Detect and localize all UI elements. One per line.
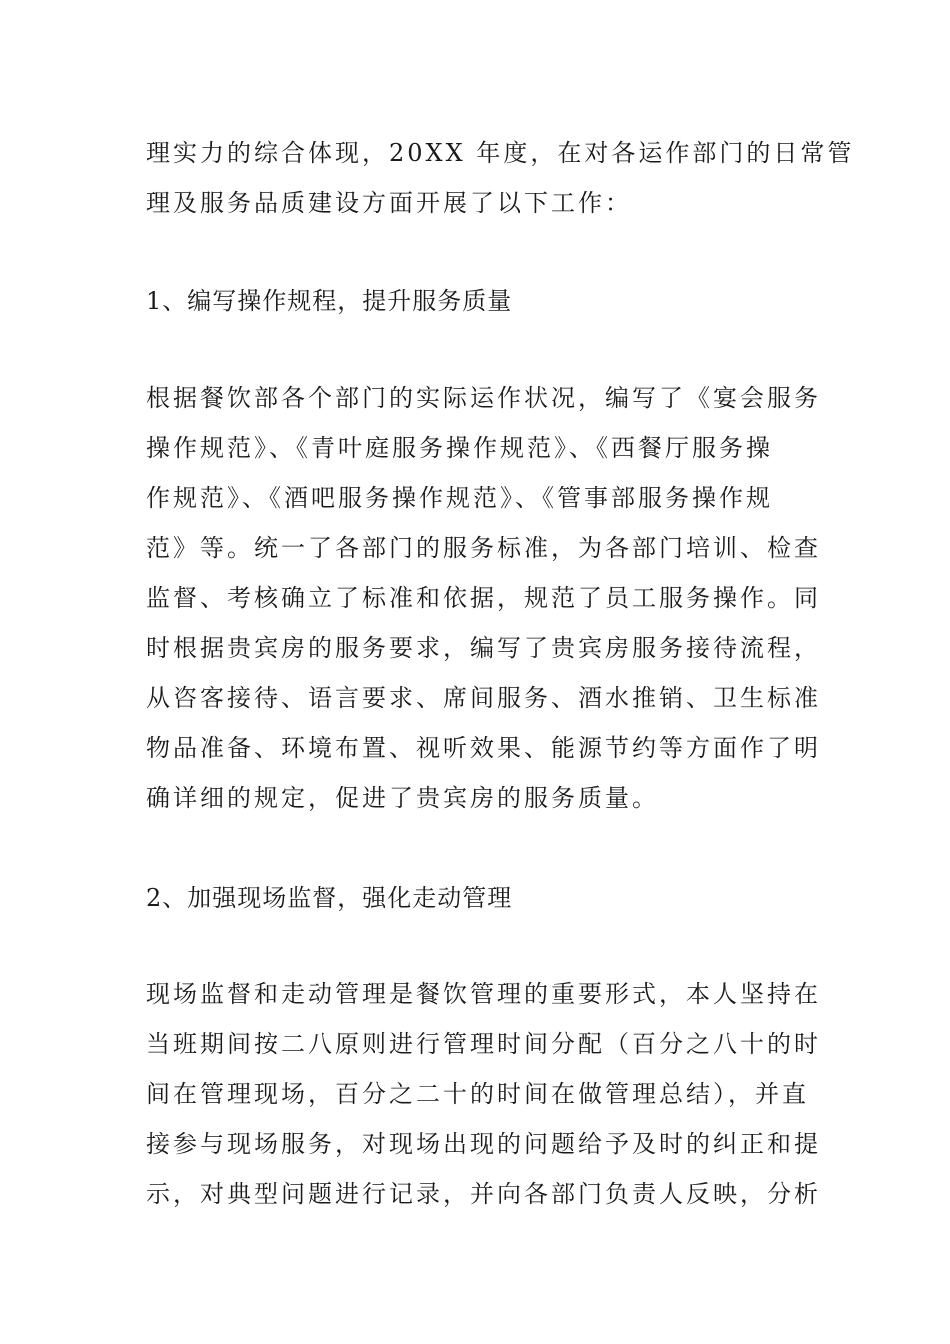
paragraph-line: 确详细的规定，促进了贵宾房的服务质量。 — [146, 784, 659, 812]
paragraph-line: 范》等。统一了各部门的服务标准，为各部门培训、检查 — [146, 534, 821, 562]
paragraph-line: 根据餐饮部各个部门的实际运作状况，编写了《宴会服务 — [146, 384, 821, 412]
paragraph-line: 从咨客接待、语言要求、席间服务、酒水推销、卫生标准 — [146, 684, 821, 712]
paragraph-line: 作规范》、《酒吧服务操作规范》、《管事部服务操作规 — [146, 484, 773, 512]
paragraph-line: 理实力的综合体现，20XX 年度，在对各运作部门的日常管 — [146, 139, 855, 167]
paragraph-line: 理及服务品质建设方面开展了以下工作： — [146, 189, 632, 217]
paragraph-section-1 — [146, 373, 821, 823]
paragraph-line: 现场监督和走动管理是餐饮管理的重要形式，本人坚持在 — [146, 980, 821, 1008]
paragraph-line: 当班期间按二八原则进行管理时间分配（百分之八十的时 — [146, 1030, 821, 1058]
paragraph-section-2 — [146, 969, 821, 1219]
paragraph-line: 物品准备、环境布置、视听效果、能源节约等方面作了明 — [146, 734, 821, 762]
paragraph-line: 时根据贵宾房的服务要求，编写了贵宾房服务接待流程， — [146, 634, 821, 662]
section-heading-2: 2、加强现场监督，强化走动管理 — [146, 884, 513, 912]
paragraph-line: 间在管理现场，百分之二十的时间在做管理总结），并直 — [146, 1080, 809, 1108]
paragraph-intro — [146, 128, 855, 228]
section-heading-1: 1、编写操作规程，提升服务质量 — [146, 287, 513, 315]
paragraph-line: 监督、考核确立了标准和依据，规范了员工服务操作。同 — [146, 584, 821, 612]
paragraph-line: 操作规范》、《青叶庭服务操作规范》、《西餐厅服务操 — [146, 434, 773, 462]
paragraph-line: 示，对典型问题进行记录，并向各部门负责人反映，分析 — [146, 1180, 821, 1208]
paragraph-line: 接参与现场服务，对现场出现的问题给予及时的纠正和提 — [146, 1130, 821, 1158]
